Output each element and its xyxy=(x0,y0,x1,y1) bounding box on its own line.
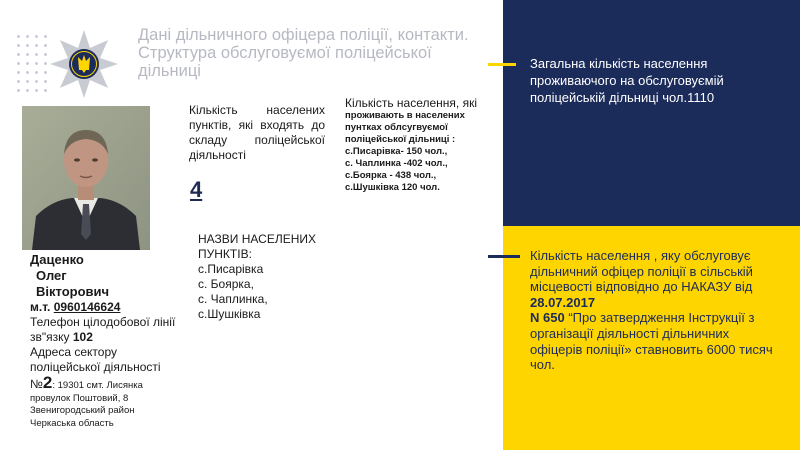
navy-accent-line xyxy=(488,255,520,258)
settlement-name: с. Чаплинка, xyxy=(198,292,268,306)
officer-info xyxy=(30,252,180,430)
address-line-1: : 19301 смт. Лисянка xyxy=(52,380,143,391)
population-item: с. Чаплинка -402 чол., xyxy=(345,158,448,169)
settlement-name: с.Писарівка xyxy=(198,262,264,276)
settlements-count-label: Кількість населених пунктів, які входять до складу поліцейської діяльності xyxy=(189,103,325,162)
population-item: с.Писарівка- 150 чол., xyxy=(345,146,448,157)
order-info-line-1: Кількість населення , яку обслуговує дільничний офіцер поліції в сільській місцевості відповідно до НАКАЗУ від xyxy=(530,248,753,295)
officer-patronymic: Вікторович xyxy=(36,284,110,299)
order-info xyxy=(530,248,785,373)
settlement-names xyxy=(198,232,338,322)
navy-panel xyxy=(503,0,800,226)
address-line-4: Черкаська область xyxy=(30,417,114,429)
decorative-dot-grid xyxy=(14,32,50,98)
population-item: с.Боярка - 438 чол., xyxy=(345,170,437,181)
population-item: с.Шушківка 120 чол. xyxy=(345,182,440,193)
settlement-name: с. Боярка, xyxy=(198,277,254,291)
sector-number: 2 xyxy=(42,373,53,392)
slide-title: Дані дільничного офіцера поліції, контакти. Структура обслуговуємої поліцейської дільниці xyxy=(138,26,469,80)
address-line-3: Звенигородський район xyxy=(30,405,135,416)
total-population-text: Загальна кількість населення проживаючого на обслуговуємій поліцейській дільниці чол.1110 xyxy=(530,56,724,105)
address-label: Адреса сектору поліцейської діяльності xyxy=(30,345,161,374)
hotline-number: 102 xyxy=(72,330,93,344)
population-heading: Кількість населення, які xyxy=(345,96,477,110)
settlement-name: с.Шушківка xyxy=(198,307,261,321)
officer-photo xyxy=(22,106,150,250)
sector-no-prefix: № xyxy=(30,377,43,391)
hotline-text: Телефон цілодобової лінії зв"язку xyxy=(30,315,176,344)
order-date: 28.07.2017 xyxy=(530,294,596,310)
officer-first-name: Олег xyxy=(36,268,67,283)
order-info-line-3: ставновить 6000 тисяч чол. xyxy=(530,341,773,373)
phone-label: м.т. xyxy=(30,300,51,314)
order-number: N 650 xyxy=(530,310,565,326)
population-subheading: проживають в населених пунтках облсугвуємої поліцейської дільниці : xyxy=(345,110,465,145)
police-emblem-icon xyxy=(48,28,120,100)
settlement-names-heading: НАЗВИ НАСЕЛЕНИХ ПУНКТІВ: xyxy=(198,232,316,261)
order-info-line-2: “Про затвердження Інструкції з організації діяльності дільничних офіцерів поліції» xyxy=(530,310,755,357)
settlements-count-value: 4 xyxy=(190,177,203,202)
address-line-2: провулок Поштовий, 8 xyxy=(30,392,129,404)
officer-surname: Даценко xyxy=(30,252,84,267)
yellow-accent-line xyxy=(488,63,516,66)
officer-phone[interactable]: 0960146624 xyxy=(53,300,121,314)
population-by-settlement xyxy=(345,96,490,194)
